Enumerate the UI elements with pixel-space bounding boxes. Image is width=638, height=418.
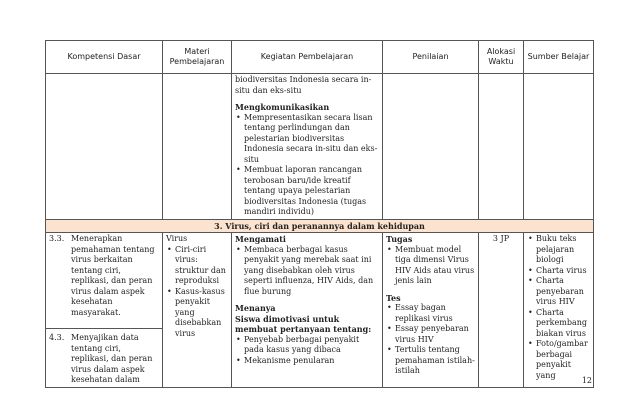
kompetensi-cell — [46, 233, 163, 388]
list-item: • Ciri-ciri virus: struktur dan reproduksi — [175, 245, 228, 287]
list-item: • Tertulis tentang pemahaman istilah-istilah — [395, 345, 475, 377]
kd-number: 4.3. — [49, 333, 65, 342]
mengamati-heading: Mengamati — [235, 234, 286, 244]
header-row — [46, 41, 594, 74]
kd-text: Menerapkan pemahaman tentang virus berkaitan tentang ciri, replikasi, dan peran virus dalam aspek kesehatan masyarakat. — [71, 234, 155, 317]
divider — [46, 328, 162, 329]
menanya-heading: Menanya — [235, 303, 276, 313]
alokasi-cell: 3 JP — [479, 233, 524, 388]
sumber-cell — [524, 233, 594, 388]
penilaian-cell — [383, 233, 479, 388]
section-row — [46, 219, 594, 233]
kd-item — [49, 234, 159, 318]
header-sumber: Sumber Belajar — [524, 41, 594, 74]
list-item: • Membuat laporan rancangan terobosan baru/ide kreatif tentang upaya pelestarian biodiversitas Indonesia (tugas mandiri individu) — [244, 165, 379, 218]
list-item: • Charta perkembang biakan virus — [536, 308, 590, 340]
carry-kegiatan — [232, 74, 383, 220]
kd-text: Menyajikan data tentang ciri, replikasi, dan peran virus dalam aspek kesehatan dalam — [71, 333, 153, 384]
list-item: • Charta virus — [536, 266, 590, 277]
kd-item — [49, 333, 159, 386]
header-materi: Materi Pembelajaran — [163, 41, 232, 74]
list-item: • Mempresentasikan secara lisan tentang perlindungan dan pelestarian biodiversitas Indonesia secara in-situ dan eks-situ — [244, 113, 379, 166]
section-title: 3. Virus, ciri dan peranannya dalam kehidupan — [46, 219, 594, 233]
list-item: • Kasus-kasus penyakit yang disebabkan virus — [175, 287, 228, 340]
list-item: • Membaca berbagai kasus penyakit yang merebak saat ini yang disebabkan oleh virus seperti influenza, HIV Aids, dan flue burung — [244, 245, 379, 298]
header-alokasi: Alokasi Waktu — [479, 41, 524, 74]
materi-cell — [163, 233, 232, 388]
content-row — [46, 233, 594, 388]
carry-line: biodiversitas Indonesia secara in-situ dan eks-situ — [235, 75, 372, 95]
header-kegiatan: Kegiatan Pembelajaran — [232, 41, 383, 74]
page-number: 12 — [581, 376, 592, 385]
tugas-heading: Tugas — [386, 234, 413, 244]
list-item: • Mekanisme penularan — [244, 356, 379, 367]
header-penilaian: Penilaian — [383, 41, 479, 74]
list-item: • Foto/gambar berbagai penyakit yang — [536, 339, 590, 381]
materi-title: Virus — [166, 234, 188, 243]
kegiatan-cell — [232, 233, 383, 388]
syllabus-table — [45, 40, 594, 388]
list-item: • Essay penyebaran virus HIV — [395, 324, 475, 345]
list-item: • Membuat model tiga dimensi Virus HIV Aids atau virus jenis lain — [395, 245, 475, 287]
carry-row — [46, 74, 594, 220]
list-item: • Buku teks pelajaran biologi — [536, 234, 590, 266]
tes-heading: Tes — [386, 292, 401, 303]
carry-heading: Mengkomunikasikan — [235, 102, 330, 112]
kd-number: 3.3. — [49, 234, 65, 243]
menanya-subheading: Siswa dimotivasi untuk membuat pertanyaan tentang: — [235, 313, 372, 334]
list-item: • Charta penyebaran virus HIV — [536, 276, 590, 308]
list-item: • Penyebab berbagai penyakit pada kasus yang dibaca — [244, 335, 379, 356]
list-item: • Essay bagan replikasi virus — [395, 303, 475, 324]
header-kompetensi: Kompetensi Dasar — [46, 41, 163, 74]
